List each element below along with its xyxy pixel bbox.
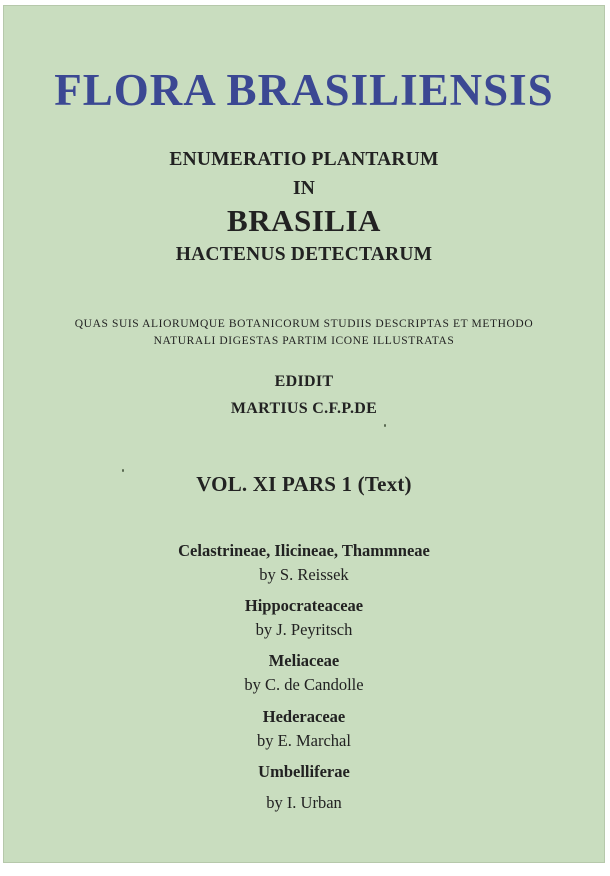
description-line-2: NATURALI DIGESTAS PARTIM ICONE ILLUSTRATAS <box>153 335 455 347</box>
book-title: FLORA BRASILIENSIS <box>54 65 554 115</box>
content-author-5: by I. Urban <box>266 793 342 812</box>
subtitle-enumeratio: ENUMERATIO PLANTARUM <box>169 149 439 170</box>
content-author-4: by E. Marchal <box>257 731 351 750</box>
content-family-1: Celastrineae, Ilicineae, Thammneae <box>178 541 430 560</box>
content-family-4: Hederaceae <box>262 707 346 726</box>
subtitle-hactenus: HACTENUS DETECTARUM <box>175 244 433 265</box>
content-family-2: Hippocrateaceae <box>244 596 364 615</box>
content-family-5: Umbelliferae <box>258 762 350 781</box>
content-family-3: Meliaceae <box>268 651 340 670</box>
subtitle-brasilia: BRASILIA <box>227 203 381 238</box>
paper-speck <box>122 469 124 472</box>
description-line-1: QUAS SUIS ALIORUMQUE BOTANICORUM STUDIIS DESCRIPTAS ET METHODO <box>74 318 534 330</box>
subtitle-in: IN <box>292 178 316 199</box>
content-author-3: by C. de Candolle <box>244 675 364 694</box>
editor-name: MARTIUS C.F.P.DE <box>230 400 378 417</box>
paper-speck <box>384 424 386 427</box>
volume-label: VOL. XI PARS 1 (Text) <box>196 472 412 496</box>
book-cover <box>4 6 604 862</box>
edidit-label: EDIDIT <box>274 373 334 390</box>
content-author-1: by S. Reissek <box>259 565 349 584</box>
content-author-2: by J. Peyritsch <box>255 620 353 639</box>
